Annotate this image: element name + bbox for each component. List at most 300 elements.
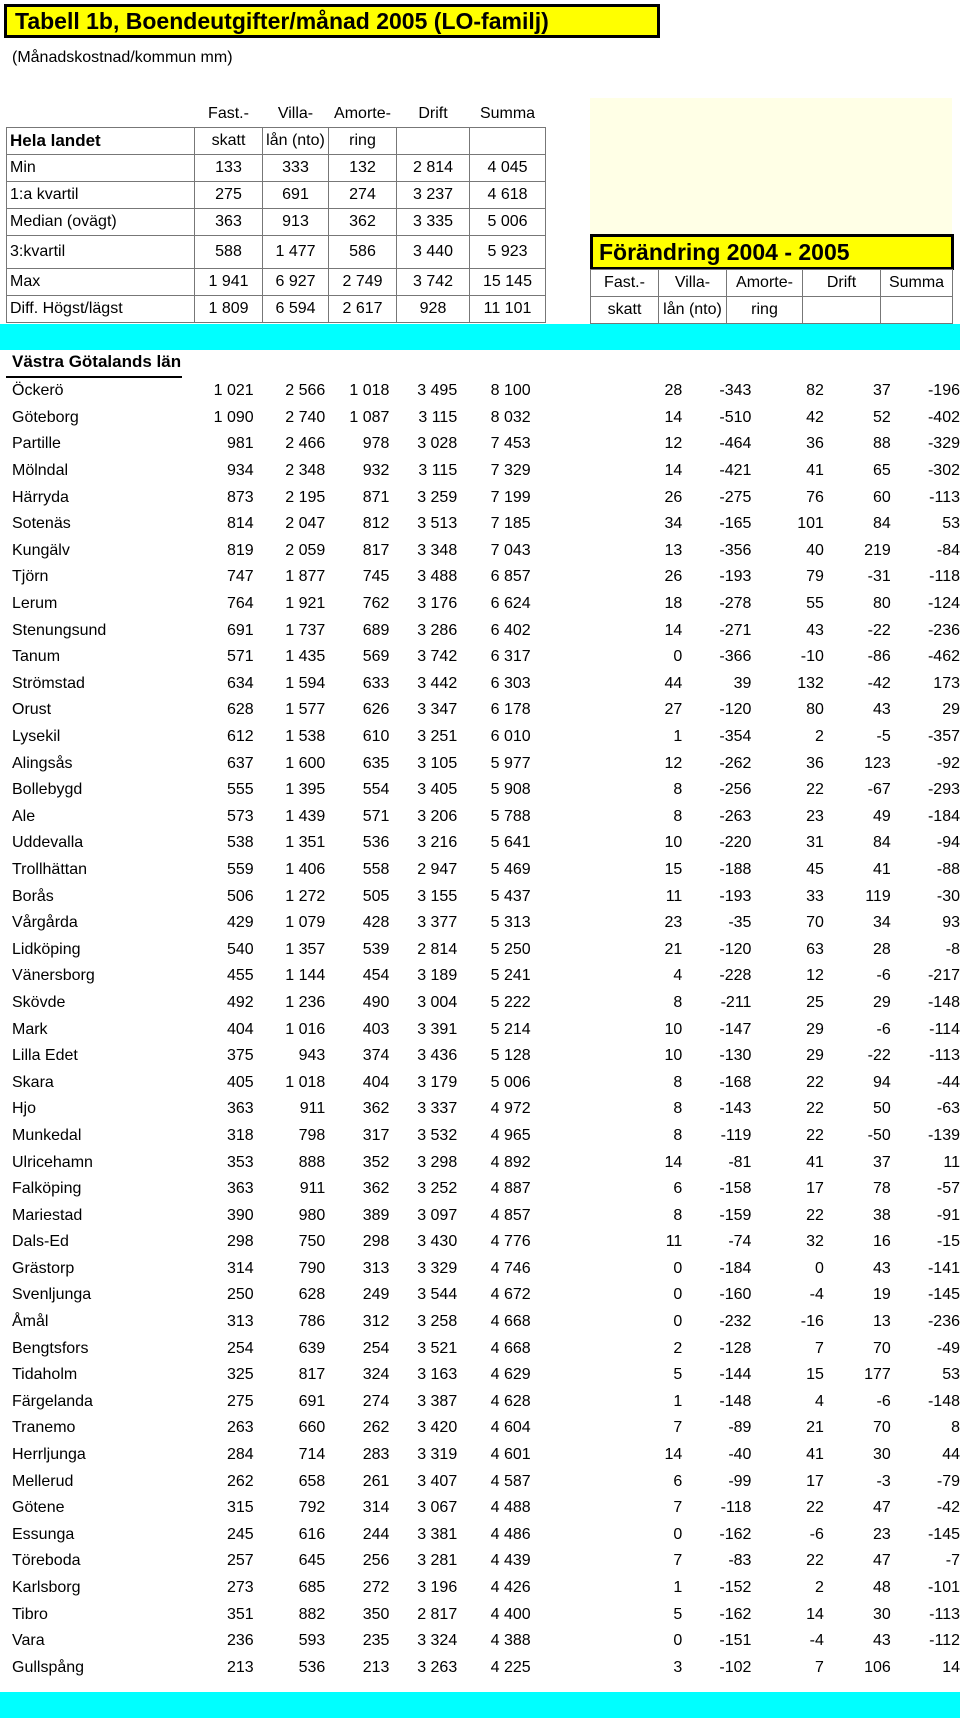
col-header-amortering-2: ring	[329, 128, 397, 155]
stats-cell: 274	[329, 182, 397, 209]
chg-header-drift: Drift	[803, 270, 881, 297]
value-cell: 6 317	[490, 648, 531, 666]
table-row	[0, 1149, 960, 1176]
value-cell: 3 176	[417, 595, 458, 613]
stats-body	[7, 155, 546, 323]
municipality-name: Grästorp	[12, 1259, 75, 1277]
value-cell: 254	[362, 1339, 390, 1357]
change-cell: -6	[876, 1020, 891, 1038]
change-cell: -22	[867, 1047, 891, 1065]
change-cell: 173	[933, 674, 960, 692]
stats-cell: 913	[263, 209, 329, 236]
change-cell: -139	[927, 1126, 960, 1144]
value-cell: 628	[298, 1286, 326, 1304]
change-cell: -220	[719, 834, 752, 852]
table-row	[0, 1522, 960, 1549]
change-cell: -144	[719, 1366, 752, 1384]
table-row	[0, 1601, 960, 1628]
change-cell: 22	[806, 1206, 824, 1224]
value-cell: 275	[227, 1392, 254, 1410]
value-cell: 3 442	[417, 674, 458, 692]
change-cell: 14	[664, 408, 683, 426]
table-row	[0, 1628, 960, 1655]
change-cell: 76	[806, 488, 824, 506]
change-cell: -30	[936, 887, 960, 905]
change-cell: 26	[664, 488, 683, 506]
value-cell: 4 439	[490, 1552, 531, 1570]
value-cell: 3 513	[417, 515, 458, 533]
change-cell: 14	[664, 1446, 683, 1464]
change-cell: -35	[728, 914, 752, 932]
col-header-villalan: Villa-	[277, 105, 314, 122]
change-cell: -148	[927, 1392, 960, 1410]
change-cell: -293	[927, 781, 960, 799]
chg-header-villalan: Villa-	[659, 270, 727, 297]
value-cell: 3 115	[418, 408, 458, 426]
change-cell: 7	[673, 1499, 683, 1517]
change-cell: -278	[719, 595, 752, 613]
value-cell: 3 387	[417, 1392, 458, 1410]
change-cell: -228	[719, 967, 752, 985]
change-cell: -464	[719, 435, 752, 453]
value-cell: 943	[298, 1047, 326, 1065]
change-cell: 1	[673, 1392, 683, 1410]
change-cell: 39	[733, 674, 752, 692]
value-cell: 634	[227, 674, 254, 692]
value-cell: 4 426	[490, 1579, 531, 1597]
change-cell: -40	[728, 1446, 752, 1464]
change-cell: -7	[945, 1552, 960, 1570]
change-cell: 14	[664, 621, 683, 639]
change-cell: 7	[814, 1339, 824, 1357]
value-cell: 5 128	[490, 1047, 531, 1065]
change-cell: 40	[806, 541, 824, 559]
change-cell: 28	[664, 382, 683, 400]
table-row	[0, 990, 960, 1017]
municipality-name: Strömstad	[12, 674, 85, 692]
stats-cell: 6 594	[263, 296, 329, 323]
value-cell: 3 391	[417, 1020, 458, 1038]
change-cell: -145	[927, 1286, 960, 1304]
stats-row-label: 3:kvartil	[7, 236, 195, 269]
value-cell: 1 087	[349, 408, 390, 426]
table-row	[0, 591, 960, 618]
change-cell: 36	[806, 754, 824, 772]
change-cell: -421	[719, 462, 752, 480]
value-cell: 272	[362, 1579, 390, 1597]
municipality-name: Färgelanda	[12, 1392, 93, 1410]
change-cell: 34	[872, 914, 891, 932]
change-cell: 123	[864, 754, 891, 772]
municipality-name: Uddevalla	[12, 834, 84, 852]
value-cell: 817	[298, 1366, 326, 1384]
value-cell: 8 100	[490, 382, 531, 400]
value-cell: 261	[362, 1472, 390, 1490]
change-cell: 18	[664, 595, 683, 613]
municipality-name: Munkedal	[12, 1126, 82, 1144]
change-cell: -147	[719, 1020, 752, 1038]
table-row	[0, 724, 960, 751]
value-cell: 1 272	[285, 887, 326, 905]
change-cell: -6	[876, 967, 891, 985]
value-cell: 536	[298, 1658, 326, 1676]
value-cell: 5 222	[490, 993, 531, 1011]
value-cell: 5 313	[490, 914, 531, 932]
change-cell: 106	[864, 1658, 891, 1676]
municipality-name: Hjo	[12, 1100, 37, 1118]
change-cell: -6	[809, 1525, 824, 1543]
change-cell: -158	[719, 1180, 752, 1198]
stats-cell: 588	[195, 236, 263, 269]
value-cell: 274	[362, 1392, 390, 1410]
col-header-summa-2	[470, 128, 546, 155]
change-cell: 70	[872, 1419, 891, 1437]
stats-row	[7, 209, 546, 236]
change-cell: -124	[927, 595, 960, 613]
change-cell: 11	[665, 1233, 683, 1251]
municipality-name: Härryda	[12, 488, 69, 506]
table-row	[0, 1202, 960, 1229]
table-row	[0, 963, 960, 990]
change-cell: -356	[719, 541, 752, 559]
value-cell: 245	[227, 1525, 254, 1543]
change-cell: -79	[936, 1472, 960, 1490]
stats-row-label: Max	[7, 269, 195, 296]
stats-cell: 362	[329, 209, 397, 236]
change-cell: -148	[719, 1392, 752, 1410]
value-cell: 5 788	[490, 807, 531, 825]
stats-cell: 4 045	[470, 155, 546, 182]
change-cell: -188	[719, 860, 752, 878]
value-cell: 555	[227, 781, 254, 799]
change-cell: -92	[936, 754, 960, 772]
stats-row	[7, 269, 546, 296]
municipality-name: Töreboda	[12, 1552, 81, 1570]
change-cell: 1	[673, 1579, 683, 1597]
table-row	[0, 1096, 960, 1123]
change-cell: -113	[929, 488, 960, 506]
change-cell: -263	[719, 807, 752, 825]
change-cell: 28	[872, 940, 891, 958]
table-row	[0, 1016, 960, 1043]
stats-row-label: 1:a kvartil	[7, 182, 195, 209]
stats-cell: 15 145	[470, 269, 546, 296]
municipality-name: Orust	[12, 701, 52, 719]
value-cell: 249	[362, 1286, 390, 1304]
table-row	[0, 1282, 960, 1309]
change-cell: -83	[728, 1552, 752, 1570]
value-cell: 490	[362, 993, 390, 1011]
change-cell: -143	[719, 1100, 752, 1118]
value-cell: 762	[362, 595, 390, 613]
change-cell: 43	[872, 1259, 891, 1277]
stats-cell: 1 477	[263, 236, 329, 269]
value-cell: 3 196	[417, 1579, 458, 1597]
value-cell: 5 469	[490, 860, 531, 878]
change-cell: 22	[806, 1126, 824, 1144]
value-cell: 660	[298, 1419, 326, 1437]
change-cell: -5	[876, 728, 891, 746]
value-cell: 315	[227, 1499, 254, 1517]
value-cell: 911	[299, 1180, 326, 1198]
change-cell: 26	[664, 568, 683, 586]
change-cell: 8	[951, 1419, 960, 1437]
change-cell: -113	[929, 1605, 960, 1623]
value-cell: 3 337	[417, 1100, 458, 1118]
value-cell: 1 395	[285, 781, 326, 799]
value-cell: 871	[362, 488, 390, 506]
municipality-name: Lilla Edet	[12, 1047, 78, 1065]
change-cell: 22	[806, 1552, 824, 1570]
change-cell: 15	[664, 860, 683, 878]
change-header-row-2	[591, 297, 953, 324]
table-row	[0, 538, 960, 565]
value-cell: 492	[227, 993, 254, 1011]
value-cell: 6 178	[490, 701, 531, 719]
change-cell: -88	[936, 860, 960, 878]
value-cell: 428	[362, 914, 390, 932]
value-cell: 1 090	[213, 408, 254, 426]
change-cell: 30	[872, 1446, 891, 1464]
municipality-name: Kungälv	[12, 541, 70, 559]
value-cell: 786	[298, 1313, 326, 1331]
value-cell: 4 965	[490, 1126, 531, 1144]
change-cell: -162	[719, 1525, 752, 1543]
change-cell: -217	[927, 967, 960, 985]
table-row	[0, 458, 960, 485]
value-cell: 235	[362, 1632, 390, 1650]
value-cell: 558	[362, 860, 390, 878]
value-cell: 3 163	[417, 1366, 458, 1384]
value-cell: 374	[362, 1047, 390, 1065]
value-cell: 4 388	[490, 1632, 531, 1650]
change-cell: 8	[673, 1126, 683, 1144]
value-cell: 1 018	[285, 1073, 326, 1091]
municipality-name: Ale	[12, 807, 36, 825]
value-cell: 256	[362, 1552, 390, 1570]
value-cell: 1 439	[285, 807, 326, 825]
table-row	[0, 777, 960, 804]
change-cell: -402	[927, 408, 960, 426]
value-cell: 569	[362, 648, 390, 666]
change-cell: 12	[664, 435, 683, 453]
value-cell: 633	[362, 674, 390, 692]
municipality-name: Vara	[12, 1632, 45, 1650]
value-cell: 888	[298, 1153, 326, 1171]
table-row	[0, 1309, 960, 1336]
value-cell: 639	[298, 1339, 326, 1357]
change-cell: -271	[719, 621, 752, 639]
change-cell: 29	[806, 1047, 824, 1065]
value-cell: 244	[362, 1525, 390, 1543]
change-cell: 14	[806, 1605, 824, 1623]
change-cell: 30	[872, 1605, 891, 1623]
change-title: Förändring 2004 - 2005	[590, 234, 954, 270]
value-cell: 353	[227, 1153, 254, 1171]
value-cell: 3 430	[417, 1233, 458, 1251]
value-cell: 262	[362, 1419, 390, 1437]
stats-cell: 3 335	[397, 209, 470, 236]
change-cell: -262	[719, 754, 752, 772]
change-cell: -159	[719, 1206, 752, 1224]
change-cell: -151	[719, 1632, 752, 1650]
value-cell: 5 241	[490, 967, 531, 985]
value-cell: 5 250	[490, 940, 531, 958]
cyan-separator-bottom	[0, 1692, 960, 1718]
change-cell: 0	[673, 1259, 683, 1277]
stats-cell: 3 440	[397, 236, 470, 269]
value-cell: 4 668	[490, 1339, 531, 1357]
value-cell: 3 381	[417, 1525, 458, 1543]
value-cell: 554	[362, 781, 390, 799]
value-cell: 685	[298, 1579, 326, 1597]
stats-cell: 928	[397, 296, 470, 323]
value-cell: 6 303	[490, 674, 531, 692]
change-cell: 80	[806, 701, 824, 719]
change-cell: 41	[806, 462, 824, 480]
municipality-name: Tranemo	[12, 1419, 76, 1437]
value-cell: 4 601	[490, 1446, 531, 1464]
table-row	[0, 750, 960, 777]
municipality-name: Lerum	[12, 595, 58, 613]
value-cell: 3 206	[417, 807, 458, 825]
change-cell: -119	[720, 1126, 752, 1144]
value-cell: 404	[362, 1073, 390, 1091]
change-cell: -211	[720, 993, 752, 1011]
value-cell: 3 405	[417, 781, 458, 799]
change-cell: -343	[719, 382, 752, 400]
change-cell: -102	[719, 1658, 752, 1676]
chg-header-summa-2	[881, 297, 953, 324]
change-cell: -31	[867, 568, 891, 586]
change-cell: -49	[936, 1339, 960, 1357]
table-row	[0, 1575, 960, 1602]
value-cell: 658	[298, 1472, 326, 1490]
change-cell: 13	[872, 1313, 891, 1331]
value-cell: 3 105	[417, 754, 458, 772]
municipality-name: Bengtsfors	[12, 1339, 89, 1357]
change-cell: 5	[673, 1605, 683, 1623]
table-row	[0, 671, 960, 698]
stats-cell: 6 927	[263, 269, 329, 296]
change-cell: 177	[864, 1366, 891, 1384]
value-cell: 747	[227, 568, 254, 586]
change-cell: 45	[806, 860, 824, 878]
value-cell: 454	[362, 967, 390, 985]
municipality-name: Skara	[12, 1073, 54, 1091]
change-cell: 132	[797, 674, 824, 692]
value-cell: 2 466	[285, 435, 326, 453]
change-cell: -184	[927, 807, 960, 825]
value-cell: 3 259	[417, 488, 458, 506]
value-cell: 3 488	[417, 568, 458, 586]
change-cell: 84	[872, 515, 891, 533]
change-cell: -42	[867, 674, 891, 692]
change-cell: 22	[806, 781, 824, 799]
value-cell: 284	[227, 1446, 254, 1464]
value-cell: 1 357	[285, 940, 326, 958]
value-cell: 403	[362, 1020, 390, 1038]
value-cell: 362	[362, 1100, 390, 1118]
change-cell: -160	[719, 1286, 752, 1304]
value-cell: 4 892	[490, 1153, 531, 1171]
change-cell: -275	[719, 488, 752, 506]
value-cell: 3 155	[417, 887, 458, 905]
value-cell: 3 252	[417, 1180, 458, 1198]
value-cell: 3 348	[417, 541, 458, 559]
value-cell: 691	[298, 1392, 326, 1410]
municipality-name: Vårgårda	[12, 914, 78, 932]
value-cell: 2 566	[285, 382, 326, 400]
change-cell: 42	[806, 408, 824, 426]
change-cell: 10	[664, 1020, 683, 1038]
value-cell: 1 079	[285, 914, 326, 932]
table-row	[0, 405, 960, 432]
value-cell: 3 532	[417, 1126, 458, 1144]
table-row	[0, 378, 960, 405]
table-row	[0, 910, 960, 937]
municipality-name: Bollebygd	[12, 781, 83, 799]
value-cell: 714	[298, 1446, 326, 1464]
change-cell: -354	[719, 728, 752, 746]
change-cell: 14	[664, 462, 683, 480]
value-cell: 7 043	[490, 541, 531, 559]
change-cell: -302	[927, 462, 960, 480]
value-cell: 1 406	[285, 860, 326, 878]
value-cell: 3 329	[417, 1259, 458, 1277]
municipality-name: Borås	[12, 887, 54, 905]
change-cell: -462	[927, 648, 960, 666]
change-cell: -50	[867, 1126, 891, 1144]
value-cell: 873	[227, 488, 254, 506]
table-row	[0, 484, 960, 511]
change-cell: 36	[806, 435, 824, 453]
change-cell: -162	[719, 1605, 752, 1623]
change-cell: 11	[943, 1153, 960, 1171]
change-cell: 65	[872, 462, 891, 480]
change-cell: -236	[927, 1313, 960, 1331]
value-cell: 236	[227, 1632, 254, 1650]
table-row	[0, 1655, 960, 1682]
value-cell: 817	[362, 541, 390, 559]
table-row	[0, 830, 960, 857]
change-cell: -165	[719, 515, 752, 533]
value-cell: 645	[298, 1552, 326, 1570]
change-cell: -148	[927, 993, 960, 1011]
change-cell: 93	[942, 914, 960, 932]
change-cell: 44	[942, 1446, 960, 1464]
table-row	[0, 511, 960, 538]
municipality-name: Göteborg	[12, 408, 79, 426]
municipality-name: Götene	[12, 1499, 65, 1517]
value-cell: 3 407	[417, 1472, 458, 1490]
change-cell: -3	[876, 1472, 891, 1490]
value-cell: 362	[362, 1180, 390, 1198]
value-cell: 2 047	[285, 515, 326, 533]
change-panel-background	[590, 98, 952, 236]
change-cell: 101	[797, 515, 824, 533]
stats-row	[7, 155, 546, 182]
value-cell: 4 587	[490, 1472, 531, 1490]
table-row	[0, 1389, 960, 1416]
value-cell: 4 629	[490, 1366, 531, 1384]
change-cell: -120	[719, 701, 752, 719]
stats-row-label: Diff. Högst/lägst	[7, 296, 195, 323]
change-cell: 23	[872, 1525, 891, 1543]
change-cell: 2	[673, 1339, 683, 1357]
value-cell: 536	[362, 834, 390, 852]
municipality-name: Herrljunga	[12, 1446, 86, 1464]
